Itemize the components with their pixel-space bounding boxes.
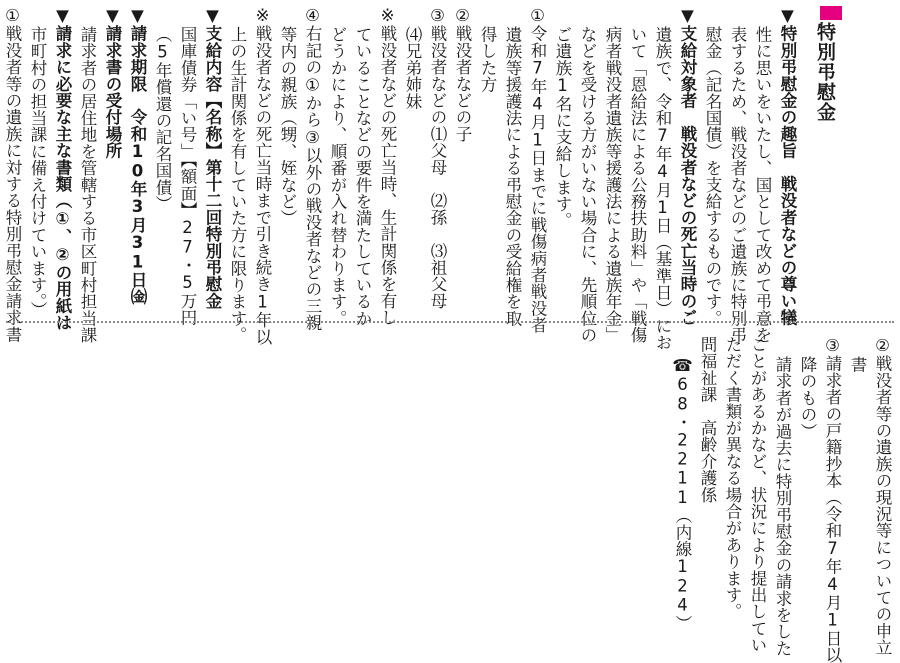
text-line: ⑷兄弟姉妹 xyxy=(403,26,422,110)
text-line: ②戦没者などの子 xyxy=(453,6,472,143)
text-line: ご遺族1名に支給します。 xyxy=(553,26,572,229)
text-line: ことがあるかなど、状況により提出してい xyxy=(748,336,767,654)
text-line: ③請求者の戸籍抄本（令和7年4月1日以 xyxy=(823,336,842,663)
text-line: 請求者が過去に特別弔慰金の請求をした xyxy=(773,356,792,657)
section-title-block xyxy=(808,6,842,124)
text-line: 等内の親族（甥、姪など） xyxy=(278,26,297,227)
text-line: 書 xyxy=(848,356,867,373)
text-line: 降のもの） xyxy=(798,356,817,440)
section-title: 特別弔慰金 xyxy=(814,22,836,122)
text-line: 性に思いをいたし、国として改めて弔意を xyxy=(753,26,772,344)
text-line: ▼支給内容【名称】第十二回特別弔慰金 xyxy=(203,6,222,310)
text-line: ※戦没者などの死亡当時まで引き続き1年以 xyxy=(253,6,272,345)
text-line: 国庫債券「い号」【額面】27・5万円 xyxy=(178,26,197,326)
text-line: 遺族で、令和7年4月1日（基準日）にお xyxy=(653,26,672,351)
text-line: ※戦没者などの死亡当時、生計関係を有し xyxy=(378,6,397,326)
text-line: 遺族等援護法による弔慰金の受給権を取 xyxy=(503,26,522,327)
text-line: ③戦没者などの⑴父母 ⑵孫 ⑶祖父母 xyxy=(428,6,447,310)
text-line: 請求者の居住地を管轄する市区町村担当課 xyxy=(78,26,97,344)
title-accent-bar xyxy=(820,6,842,20)
text-line: 市町村の担当課に備え付けています。） xyxy=(28,26,47,319)
dotted-divider xyxy=(6,321,894,323)
text-line: ①令和7年4月1日までに戦傷病者戦没者 xyxy=(528,6,547,334)
text-line: ▼特別弔慰金の趣旨 戦没者などの尊い犠 xyxy=(778,6,797,326)
text-line: などを受ける方がいない場合に、先順位の xyxy=(578,26,597,344)
text-line: ただく書類が異なる場合があります。 xyxy=(723,336,742,620)
text-line: いて「恩給法による公務扶助料」や「戦傷 xyxy=(628,26,647,344)
text-line: ②戦没者等の遺族の現況等についての申立 xyxy=(873,336,892,656)
text-line: 上の生計関係を有していた方に限ります。 xyxy=(228,26,247,344)
contact-department: 問福祉課 高齢介護係 xyxy=(698,336,717,503)
text-line: ▼請求に必要な主な書類（①、②の用紙は xyxy=(53,6,72,331)
contact-phone: ☎68・2211（内線124） xyxy=(673,356,692,632)
text-line: ▼支給対象者 戦没者などの死亡当時のご xyxy=(678,6,697,326)
text-line: （5年償還の記名国債） xyxy=(153,26,172,213)
text-line: どうかにより、順番が入れ替わります。 xyxy=(328,26,347,327)
text-line: ▼請求書の受付場所 xyxy=(103,6,122,159)
text-line: 病者戦没者遺族等援護法による遺族年金」 xyxy=(603,26,622,344)
text-line: 表するため、戦没者などのご遺族に特別弔 xyxy=(728,26,747,344)
text-line: 慰金（記名国債）を支給するものです。 xyxy=(703,26,722,327)
text-line: ていることなどの要件を満たしているか xyxy=(353,26,372,327)
text-line: ▼請求期限 令和10年3月31日㈮ xyxy=(128,6,147,305)
text-line: 得した方 xyxy=(478,26,497,93)
text-line: ④右記の①から③以外の戦没者などの三親 xyxy=(303,6,322,331)
text-line: ①戦没者等の遺族に対する特別弔慰金請求書 xyxy=(3,6,22,343)
